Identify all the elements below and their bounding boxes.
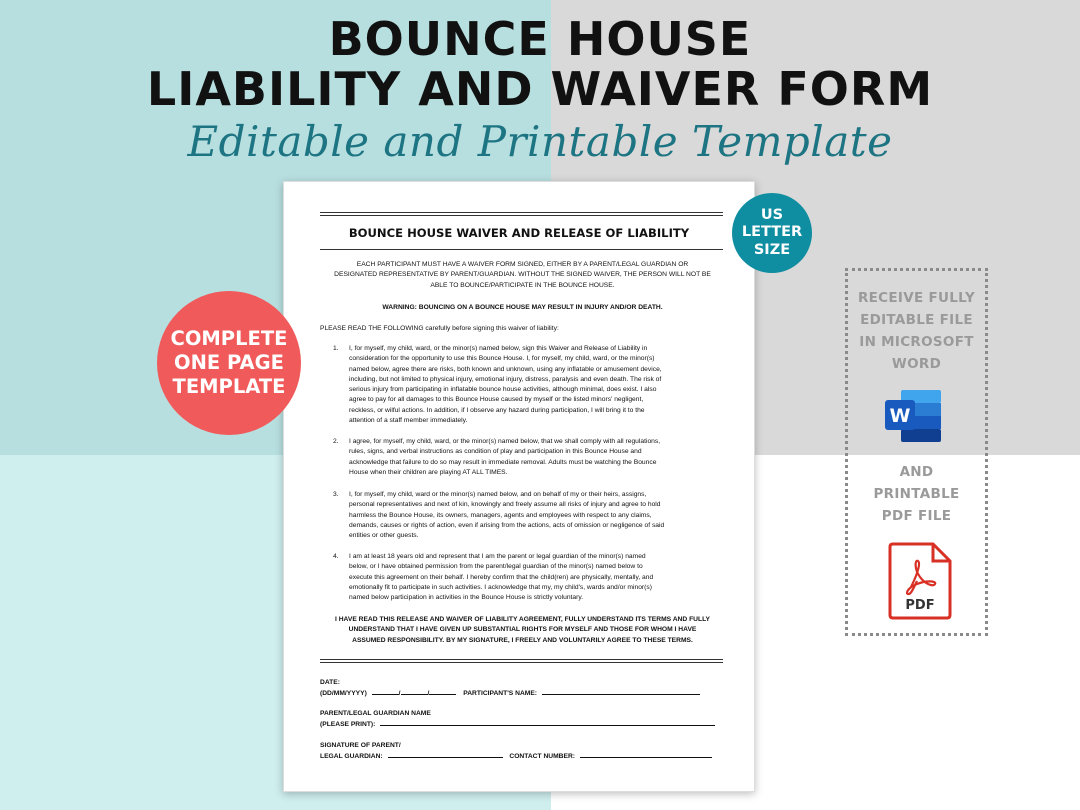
guardian-name-label: PARENT/LEGAL GUARDIAN NAME (320, 710, 431, 717)
panel-line: PRINTABLE (873, 486, 960, 502)
contact-number-field[interactable] (580, 751, 712, 758)
intro-line: DESIGNATED REPRESENTATIVE BY PARENT/GUARDIAN. WITHOUT THE SIGNED WAIVER, THE PERSON WILL NOT BE (334, 271, 711, 279)
intro-paragraph (320, 260, 725, 291)
clause-line: serious injury from participating in inflatable bounce house activities, although minimal, does exist. I also (349, 386, 657, 394)
clause-line: attention of a staff member immediately. (349, 417, 468, 425)
badge-line: SIZE (753, 241, 791, 258)
badge-line: COMPLETE (170, 327, 288, 350)
panel-line: PDF FILE (881, 508, 952, 524)
clause-line: below, or I have obtained permission from the parent/legal guardian of the minor(s) named below to (349, 563, 643, 571)
date-label: DATE: (320, 679, 340, 686)
panel-line: RECEIVE FULLY (857, 290, 976, 306)
clause-line: agree to pay for all damages to this Bounce House caused by myself or the listed minors' negligent, (349, 396, 644, 404)
fields-rule (320, 659, 723, 660)
pdf-icon-label: PDF (905, 598, 935, 613)
microsoft-word-icon (883, 388, 943, 444)
title-line-1: BOUNCE HOUSE (328, 12, 752, 66)
warning-text: WARNING: BOUNCING ON A BOUNCE HOUSE MAY RESULT IN INJURY AND/OR DEATH. (382, 304, 663, 311)
badge-line: TEMPLATE (172, 375, 286, 398)
date-participant-row: (DD/MM/YYYY) / / PARTICIPANT'S NAME: (320, 688, 725, 699)
top-rule-2 (320, 215, 723, 216)
badge-line: US (760, 206, 784, 223)
us-letter-size-badge (732, 193, 812, 273)
agreement-line: ASSUMED RESPONSIBILITY. BY MY SIGNATURE, I FREELY AND VOLUNTARILY AGREE TO THESE TERMS. (352, 636, 693, 644)
pdf-file-icon (887, 541, 953, 621)
clause-line: harmless the Bounce House, its owners, managers, agents and employees with respect to any claims, (349, 511, 652, 519)
date-month-field[interactable] (401, 688, 428, 695)
badge-line: ONE PAGE (174, 351, 284, 374)
clause-line: execute this agreement on their behalf. I hereby confirm that the child(ren) are physically, mentally, and (349, 573, 654, 581)
document-title: BOUNCE HOUSE WAIVER AND RELEASE OF LIABILITY (348, 226, 690, 240)
editable-file-text (845, 287, 988, 375)
clause-line: entities or other guests. (349, 532, 419, 540)
fields-rule-2 (320, 662, 723, 663)
clause-line: I, for myself, my child, ward, or the minor(s) named below, sign this Waiver and Release of Liability in (349, 345, 648, 352)
clause-line: reckless, or wilful actions. In addition, if I observe any hazard during participation, I will bring it to the (349, 406, 645, 414)
clause-line: I agree, for myself, my child, ward, or the minor(s) named below, that we shall comply with all regulations, (349, 438, 661, 445)
clause-number: 2. (333, 438, 339, 445)
clause-line: named below, agree there are risks, both known and unknown, using any inflatable or amusement device, (349, 365, 662, 373)
word-icon-letter: W (889, 405, 911, 427)
clause-line: acknowledge that failure to do so may result in immediate removal. Adults must be watching the Bounce (349, 458, 657, 466)
clause-line: House when their children are playing AT ALL TIMES. (349, 468, 508, 476)
intro-line: ABLE TO BOUNCE/PARTICIPATE IN THE BOUNCE HOUSE. (430, 281, 615, 289)
clause-number: 1. (333, 345, 339, 352)
date-format-label: (DD/MM/YYYY) (320, 690, 367, 697)
date-year-field[interactable] (429, 688, 456, 695)
clause-line: emotionally fit to participate in such activities. I acknowledge that my, my child's, wards and/or minor(s) (349, 583, 652, 591)
clause-line: I am at least 18 years old and represent that I am the parent or legal guardian of the minor(s) named (349, 553, 646, 560)
badge-line: LETTER (741, 224, 803, 241)
title-line-2: LIABILITY AND WAIVER FORM (146, 62, 934, 116)
agreement-line: I HAVE READ THIS RELEASE AND WAIVER OF LIABILITY AGREEMENT, FULLY UNDERSTAND ITS TERMS AND FULLY (334, 616, 710, 623)
clause-line: rules, signs, and verbal instructions as condition of play and participation in this Bounce House and (349, 448, 642, 456)
contact-number-label: CONTACT NUMBER: (509, 753, 576, 760)
participant-name-label: PARTICIPANT'S NAME: (463, 690, 538, 697)
clause-line: I, for myself, my child, ward or the minor(s) named below, and on behalf of my or their heirs, assigns, (349, 491, 647, 498)
complete-one-page-badge (157, 291, 301, 435)
date-day-field[interactable] (372, 688, 399, 695)
signature-contact-row (320, 751, 725, 762)
guardian-name-field[interactable] (380, 719, 715, 726)
panel-line: IN MICROSOFT (859, 334, 974, 350)
subtitle: Editable and Printable Template (187, 117, 893, 166)
signature-label-2: LEGAL GUARDIAN: (320, 753, 383, 760)
waiver-document (283, 181, 755, 792)
clause-line: consideration for the opportunity to use this Bounce House. I, for myself, my child, ward, or the minor(s) (349, 355, 655, 363)
panel-line: AND (899, 464, 934, 480)
printable-pdf-text (845, 461, 988, 527)
intro-line: EACH PARTICIPANT MUST HAVE A WAIVER FORM SIGNED, EITHER BY A PARENT/LEGAL GUARDIAN OR (356, 261, 689, 268)
clause-line: including, but not limited to physical injury, emotional injury, distress, paralysis and even death. The risk of (349, 375, 662, 383)
please-read-text: PLEASE READ THE FOLLOWING carefully before signing this waiver of liability: (320, 325, 559, 332)
guardian-name-row (320, 719, 725, 730)
agreement-line: UNDERSTAND THAT I HAVE GIVEN UP SUBSTANTIAL RIGHTS FOR MYSELF AND THOSE FOR WHOM I HAVE (348, 626, 697, 634)
clause-line: demands, causes or rights of action, even if arising from the actions, acts of omission or negligence of said (349, 521, 665, 529)
signature-field[interactable] (388, 751, 503, 758)
agreement-paragraph (320, 615, 725, 646)
clause-number: 3. (333, 491, 339, 498)
panel-line: EDITABLE FILE (860, 312, 973, 328)
clause-line: personal representatives and next of kin, knowingly and freely assume all risks of injury and agree to hold (349, 501, 661, 509)
top-rule (320, 212, 723, 213)
participant-name-field[interactable] (542, 688, 700, 695)
signature-label: SIGNATURE OF PARENT/ (320, 742, 401, 749)
clause-line: named below participation in activities in the Bounce House is strictly voluntary. (349, 594, 584, 602)
panel-line: WORD (891, 356, 942, 372)
title-rule (320, 249, 723, 250)
guardian-name-label-2: (PLEASE PRINT): (320, 721, 376, 728)
clause-number: 4. (333, 553, 339, 560)
